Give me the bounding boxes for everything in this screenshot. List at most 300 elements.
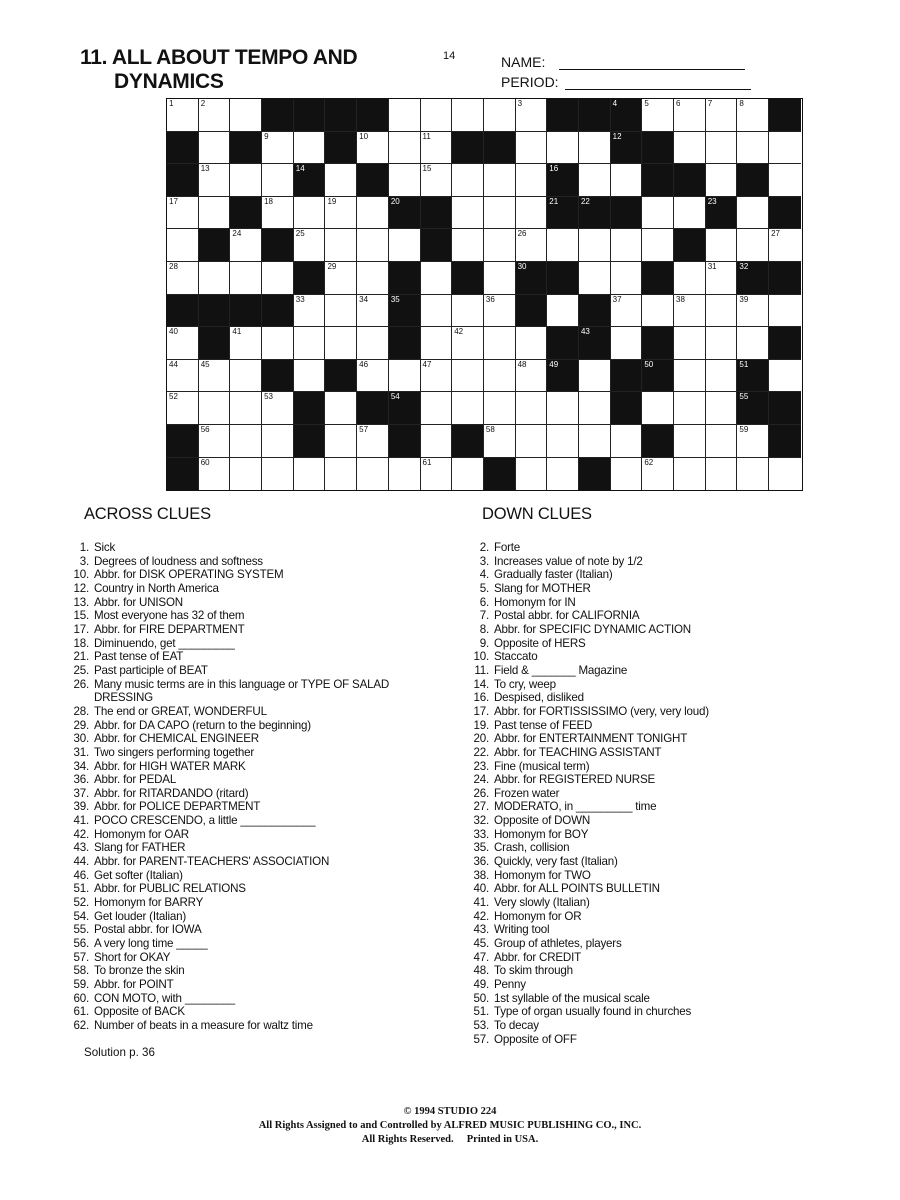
grid-cell[interactable]: [769, 164, 801, 197]
grid-cell[interactable]: [421, 132, 453, 165]
cell-number: 8: [739, 99, 744, 108]
grid-cell[interactable]: [262, 425, 294, 458]
grid-cell[interactable]: [547, 295, 579, 328]
grid-cell[interactable]: [516, 360, 548, 393]
grid-block: [547, 360, 579, 393]
grid-cell[interactable]: [357, 327, 389, 360]
grid-cell[interactable]: [230, 327, 262, 360]
clue-text: Past tense of FEED: [494, 718, 593, 732]
clue-number: 15.: [73, 609, 89, 623]
across-clue: [62, 719, 389, 733]
grid-cell[interactable]: [706, 392, 738, 425]
clue-text: Abbr. for POINT: [94, 978, 174, 991]
grid-cell[interactable]: [484, 425, 516, 458]
clue-number: 41.: [73, 814, 89, 828]
grid-cell[interactable]: [421, 262, 453, 295]
grid-cell[interactable]: [769, 229, 801, 262]
grid-cell[interactable]: [484, 99, 516, 132]
grid-cell[interactable]: [325, 327, 357, 360]
grid-block: [579, 458, 611, 491]
clue-text: Abbr. for ALL POINTS BULLETIN: [494, 882, 660, 896]
grid-cell[interactable]: [516, 327, 548, 360]
grid-cell[interactable]: [325, 392, 357, 425]
cell-number: 26: [517, 229, 527, 239]
grid-cell[interactable]: [357, 425, 389, 458]
grid-cell[interactable]: [484, 327, 516, 360]
clue-text: Postal abbr. for IOWA: [94, 923, 202, 937]
grid-cell[interactable]: [642, 99, 674, 132]
name-field[interactable]: [501, 54, 745, 70]
grid-cell[interactable]: [706, 458, 738, 491]
grid-cell[interactable]: [199, 392, 231, 425]
grid-cell[interactable]: [706, 132, 738, 165]
grid-block: [769, 425, 801, 458]
clue-number: 39.: [73, 800, 89, 814]
grid-cell[interactable]: [421, 360, 453, 393]
grid-cell[interactable]: [230, 425, 262, 458]
down-clue: [462, 828, 709, 842]
cell-number: 58: [485, 424, 495, 434]
grid-cell[interactable]: [516, 425, 548, 458]
cell-number: 41: [232, 327, 242, 337]
grid-cell[interactable]: [421, 164, 453, 197]
grid-cell[interactable]: [547, 229, 579, 262]
grid-cell[interactable]: [642, 295, 674, 328]
grid-cell[interactable]: [611, 164, 643, 197]
grid-block: [452, 262, 484, 295]
grid-cell[interactable]: [357, 262, 389, 295]
clue-text: Get louder (Italian): [94, 909, 187, 923]
clue-number: 20.: [473, 732, 489, 746]
grid-cell[interactable]: [389, 458, 421, 491]
grid-cell[interactable]: [421, 425, 453, 458]
grid-cell[interactable]: [452, 164, 484, 197]
page-number: 14: [443, 50, 456, 62]
grid-cell[interactable]: [706, 99, 738, 132]
grid-cell[interactable]: [706, 425, 738, 458]
clue-text: Abbr. for TEACHING ASSISTANT: [494, 745, 662, 759]
clue-number: 49.: [473, 978, 489, 991]
down-clue: [462, 760, 709, 774]
grid-cell[interactable]: [199, 197, 231, 230]
clue-text: Crash, collision: [494, 841, 570, 855]
grid-cell[interactable]: [737, 197, 769, 230]
clue-number: 4.: [479, 568, 489, 582]
across-clue: [62, 609, 389, 623]
clue-text: Past participle of BEAT: [94, 663, 208, 677]
clue-text: Slang for FATHER: [94, 841, 186, 855]
grid-cell[interactable]: [516, 392, 548, 425]
grid-block: [262, 295, 294, 328]
grid-cell[interactable]: [452, 327, 484, 360]
grid-cell[interactable]: [230, 458, 262, 491]
grid-cell[interactable]: [516, 164, 548, 197]
grid-block: [325, 132, 357, 165]
grid-cell[interactable]: [230, 164, 262, 197]
grid-cell[interactable]: [294, 458, 326, 491]
cell-number: 16: [549, 164, 559, 174]
grid-cell[interactable]: [674, 99, 706, 132]
grid-block: [547, 197, 579, 230]
grid-block: [167, 164, 199, 197]
grid-cell[interactable]: [516, 132, 548, 165]
cell-number: 25: [295, 229, 305, 239]
clue-text: 1st syllable of the musical scale: [494, 991, 650, 1005]
grid-cell[interactable]: [516, 229, 548, 262]
grid-cell[interactable]: [579, 132, 611, 165]
grid-cell[interactable]: [262, 392, 294, 425]
clue-number: 37.: [73, 786, 89, 800]
grid-cell[interactable]: [262, 262, 294, 295]
grid-block: [769, 327, 801, 360]
crossword-grid[interactable]: [166, 98, 803, 491]
grid-cell[interactable]: [389, 132, 421, 165]
grid-cell[interactable]: [294, 327, 326, 360]
cell-number: 11: [422, 131, 431, 141]
grid-cell[interactable]: [674, 360, 706, 393]
grid-block: [357, 164, 389, 197]
grid-block: [167, 425, 199, 458]
grid-cell[interactable]: [325, 295, 357, 328]
period-line[interactable]: [565, 75, 751, 90]
clue-number: 43.: [73, 841, 89, 855]
grid-cell[interactable]: [484, 360, 516, 393]
clue-number: 8.: [479, 622, 489, 636]
grid-cell[interactable]: [484, 229, 516, 262]
grid-cell[interactable]: [674, 392, 706, 425]
grid-cell[interactable]: [230, 392, 262, 425]
down-clue: [462, 650, 709, 664]
grid-cell[interactable]: [421, 327, 453, 360]
clue-text: Abbr. for HIGH WATER MARK: [94, 759, 246, 773]
cell-number: 59: [739, 424, 749, 434]
grid-cell[interactable]: [294, 229, 326, 262]
clue-number: 47.: [473, 950, 489, 964]
grid-cell[interactable]: [452, 295, 484, 328]
grid-cell[interactable]: [167, 392, 199, 425]
grid-cell[interactable]: [325, 425, 357, 458]
grid-cell[interactable]: [769, 132, 801, 165]
down-clue: [462, 896, 709, 910]
grid-block: [611, 132, 643, 165]
grid-cell[interactable]: [547, 132, 579, 165]
clue-text: A very long time _____: [94, 937, 208, 951]
clue-text: Increases value of note by 1/2: [494, 554, 643, 568]
grid-cell[interactable]: [769, 295, 801, 328]
cell-number: 55: [739, 392, 749, 402]
name-line[interactable]: [559, 55, 745, 70]
clue-number: 11.: [474, 663, 489, 677]
cell-number: 60: [200, 457, 210, 467]
grid-cell[interactable]: [737, 425, 769, 458]
grid-cell[interactable]: [199, 132, 231, 165]
grid-cell[interactable]: [674, 327, 706, 360]
down-clue: [462, 691, 709, 705]
grid-cell[interactable]: [357, 458, 389, 491]
across-clue: [62, 992, 389, 1006]
grid-cell[interactable]: [199, 164, 231, 197]
grid-cell[interactable]: [737, 229, 769, 262]
grid-cell[interactable]: [357, 360, 389, 393]
grid-cell[interactable]: [674, 262, 706, 295]
grid-cell[interactable]: [579, 164, 611, 197]
grid-cell[interactable]: [230, 229, 262, 262]
grid-cell[interactable]: [167, 360, 199, 393]
down-clue: [462, 923, 709, 937]
clue-number: 56.: [73, 937, 89, 951]
grid-cell[interactable]: [421, 392, 453, 425]
clue-text: Abbr. for CREDIT: [494, 950, 581, 964]
grid-cell[interactable]: [389, 164, 421, 197]
grid-cell[interactable]: [167, 327, 199, 360]
cell-number: 49: [549, 359, 559, 369]
down-clue: [462, 623, 709, 637]
grid-cell[interactable]: [167, 99, 199, 132]
grid-cell[interactable]: [357, 197, 389, 230]
across-clue: [62, 937, 389, 951]
grid-cell[interactable]: [421, 458, 453, 491]
grid-block: [547, 327, 579, 360]
clue-number: 36.: [473, 855, 489, 869]
grid-cell[interactable]: [611, 295, 643, 328]
grid-block: [389, 295, 421, 328]
clue-text: Opposite of BACK: [94, 1005, 185, 1019]
cell-number: 44: [169, 359, 178, 369]
grid-cell[interactable]: [199, 262, 231, 295]
grid-cell[interactable]: [452, 197, 484, 230]
grid-cell[interactable]: [706, 360, 738, 393]
grid-cell[interactable]: [611, 327, 643, 360]
cell-number: 40: [169, 327, 178, 337]
grid-cell[interactable]: [642, 197, 674, 230]
cell-number: 27: [771, 229, 780, 239]
grid-cell[interactable]: [294, 197, 326, 230]
clue-number: 58.: [73, 964, 89, 978]
grid-block: [294, 392, 326, 425]
grid-cell[interactable]: [484, 262, 516, 295]
grid-cell[interactable]: [325, 164, 357, 197]
across-clue: [62, 623, 389, 637]
across-heading: ACROSS CLUES: [84, 505, 211, 523]
page-title: [80, 46, 357, 94]
cell-number: 20: [390, 196, 400, 206]
clue-text: POCO CRESCENDO, a little ____________: [94, 814, 316, 828]
period-field[interactable]: [501, 74, 751, 90]
grid-cell[interactable]: [547, 458, 579, 491]
grid-block: [294, 262, 326, 295]
clue-text: Country in North America: [94, 581, 219, 595]
clue-number: 23.: [473, 759, 489, 773]
grid-cell[interactable]: [642, 458, 674, 491]
grid-cell[interactable]: [769, 458, 801, 491]
grid-cell[interactable]: [421, 295, 453, 328]
grid-block: [199, 295, 231, 328]
grid-block: [642, 327, 674, 360]
grid-cell[interactable]: [294, 360, 326, 393]
across-clue: [62, 882, 389, 896]
grid-cell[interactable]: [325, 197, 357, 230]
grid-cell[interactable]: [452, 99, 484, 132]
grid-cell[interactable]: [199, 458, 231, 491]
grid-cell[interactable]: [611, 262, 643, 295]
grid-cell[interactable]: [389, 229, 421, 262]
grid-block: [294, 164, 326, 197]
down-clue: [462, 882, 709, 896]
clue-text: Fine (musical term): [494, 759, 590, 773]
grid-cell[interactable]: [167, 229, 199, 262]
grid-block: [167, 295, 199, 328]
clue-number: 42.: [473, 909, 489, 923]
grid-cell[interactable]: [484, 197, 516, 230]
clue-text: MODERATO, in _________ time: [494, 800, 657, 814]
grid-cell[interactable]: [579, 392, 611, 425]
clue-text: Abbr. for POLICE DEPARTMENT: [94, 800, 261, 814]
cell-number: 31: [707, 261, 717, 271]
clue-text: The end or GREAT, WONDERFUL: [94, 704, 267, 718]
grid-cell[interactable]: [325, 262, 357, 295]
grid-cell[interactable]: [611, 458, 643, 491]
cell-number: 18: [264, 196, 273, 206]
grid-cell[interactable]: [199, 425, 231, 458]
grid-cell[interactable]: [579, 229, 611, 262]
grid-cell[interactable]: [199, 360, 231, 393]
clue-number: 26.: [73, 677, 89, 691]
cell-number: 52: [169, 392, 178, 402]
clue-text: Short for OKAY: [94, 950, 171, 964]
clue-text: Homonym for BOY: [494, 827, 589, 841]
grid-block: [769, 262, 801, 295]
grid-cell[interactable]: [167, 197, 199, 230]
grid-cell[interactable]: [516, 197, 548, 230]
clue-number: 38.: [473, 868, 489, 882]
grid-cell[interactable]: [611, 425, 643, 458]
grid-cell[interactable]: [294, 132, 326, 165]
grid-cell[interactable]: [547, 425, 579, 458]
grid-cell[interactable]: [484, 295, 516, 328]
grid-cell[interactable]: [262, 164, 294, 197]
grid-cell[interactable]: [452, 360, 484, 393]
period-label: PERIOD:: [501, 74, 559, 90]
grid-cell[interactable]: [706, 164, 738, 197]
grid-cell[interactable]: [262, 327, 294, 360]
clue-number: 32.: [473, 814, 489, 828]
cell-number: 14: [295, 164, 305, 174]
grid-cell[interactable]: [230, 99, 262, 132]
grid-cell[interactable]: [516, 99, 548, 132]
grid-block: [389, 327, 421, 360]
grid-cell[interactable]: [769, 360, 801, 393]
down-clue: [462, 855, 709, 869]
grid-cell[interactable]: [706, 327, 738, 360]
grid-cell[interactable]: [737, 132, 769, 165]
grid-cell[interactable]: [642, 392, 674, 425]
grid-cell[interactable]: [706, 229, 738, 262]
clue-text: Abbr. for FIRE DEPARTMENT: [94, 622, 245, 636]
grid-cell[interactable]: [199, 99, 231, 132]
grid-cell[interactable]: [452, 229, 484, 262]
clue-text: Abbr. for PARENT-TEACHERS' ASSOCIATION: [94, 855, 330, 869]
grid-cell[interactable]: [706, 295, 738, 328]
grid-cell[interactable]: [579, 262, 611, 295]
down-clue: [462, 609, 709, 623]
cell-number: 51: [739, 359, 749, 369]
across-clue: [62, 951, 389, 965]
clue-text: To skim through: [494, 964, 573, 978]
across-clue: [62, 555, 389, 569]
grid-cell[interactable]: [706, 262, 738, 295]
grid-cell[interactable]: [357, 229, 389, 262]
grid-cell[interactable]: [357, 132, 389, 165]
grid-cell[interactable]: [737, 458, 769, 491]
grid-cell[interactable]: [294, 295, 326, 328]
across-clue: [62, 582, 389, 596]
grid-cell[interactable]: [484, 164, 516, 197]
grid-block: [547, 164, 579, 197]
grid-cell[interactable]: [516, 458, 548, 491]
grid-block: [389, 425, 421, 458]
grid-cell[interactable]: [484, 392, 516, 425]
grid-cell[interactable]: [579, 360, 611, 393]
clue-number: 62.: [73, 1018, 89, 1032]
grid-cell[interactable]: [674, 132, 706, 165]
grid-cell[interactable]: [357, 295, 389, 328]
grid-cell[interactable]: [674, 197, 706, 230]
grid-cell[interactable]: [737, 295, 769, 328]
grid-cell[interactable]: [579, 425, 611, 458]
grid-cell[interactable]: [642, 229, 674, 262]
grid-block: [452, 425, 484, 458]
grid-cell[interactable]: [230, 360, 262, 393]
grid-cell[interactable]: [611, 229, 643, 262]
clue-number: 51.: [473, 1005, 489, 1019]
clue-text: Opposite of OFF: [494, 1032, 577, 1046]
grid-cell[interactable]: [389, 99, 421, 132]
grid-cell[interactable]: [452, 458, 484, 491]
clue-number: 33.: [473, 827, 489, 841]
cell-number: 34: [359, 294, 369, 304]
grid-cell[interactable]: [262, 132, 294, 165]
grid-cell[interactable]: [262, 458, 294, 491]
grid-cell[interactable]: [167, 262, 199, 295]
grid-cell[interactable]: [452, 392, 484, 425]
grid-block: [199, 327, 231, 360]
title-line-1: 11. ALL ABOUT TEMPO AND: [80, 46, 358, 69]
grid-cell[interactable]: [674, 295, 706, 328]
grid-cell[interactable]: [262, 197, 294, 230]
grid-cell[interactable]: [674, 458, 706, 491]
grid-block: [579, 295, 611, 328]
grid-cell[interactable]: [230, 262, 262, 295]
grid-cell[interactable]: [325, 458, 357, 491]
clue-number: 22.: [473, 745, 489, 759]
across-clue: [62, 691, 389, 705]
grid-cell[interactable]: [737, 327, 769, 360]
grid-block: [325, 360, 357, 393]
grid-cell[interactable]: [421, 99, 453, 132]
grid-block: [706, 197, 738, 230]
clue-text: Degrees of loudness and softness: [94, 554, 263, 568]
clue-number: 9.: [479, 636, 489, 650]
clue-text: Abbr. for DISK OPERATING SYSTEM: [94, 568, 284, 582]
grid-cell[interactable]: [737, 99, 769, 132]
grid-cell[interactable]: [389, 360, 421, 393]
clue-text: Group of athletes, players: [494, 937, 622, 951]
clue-text: Frozen water: [494, 786, 560, 800]
grid-cell[interactable]: [547, 392, 579, 425]
down-clue: [462, 869, 709, 883]
grid-cell[interactable]: [674, 425, 706, 458]
grid-cell[interactable]: [325, 229, 357, 262]
